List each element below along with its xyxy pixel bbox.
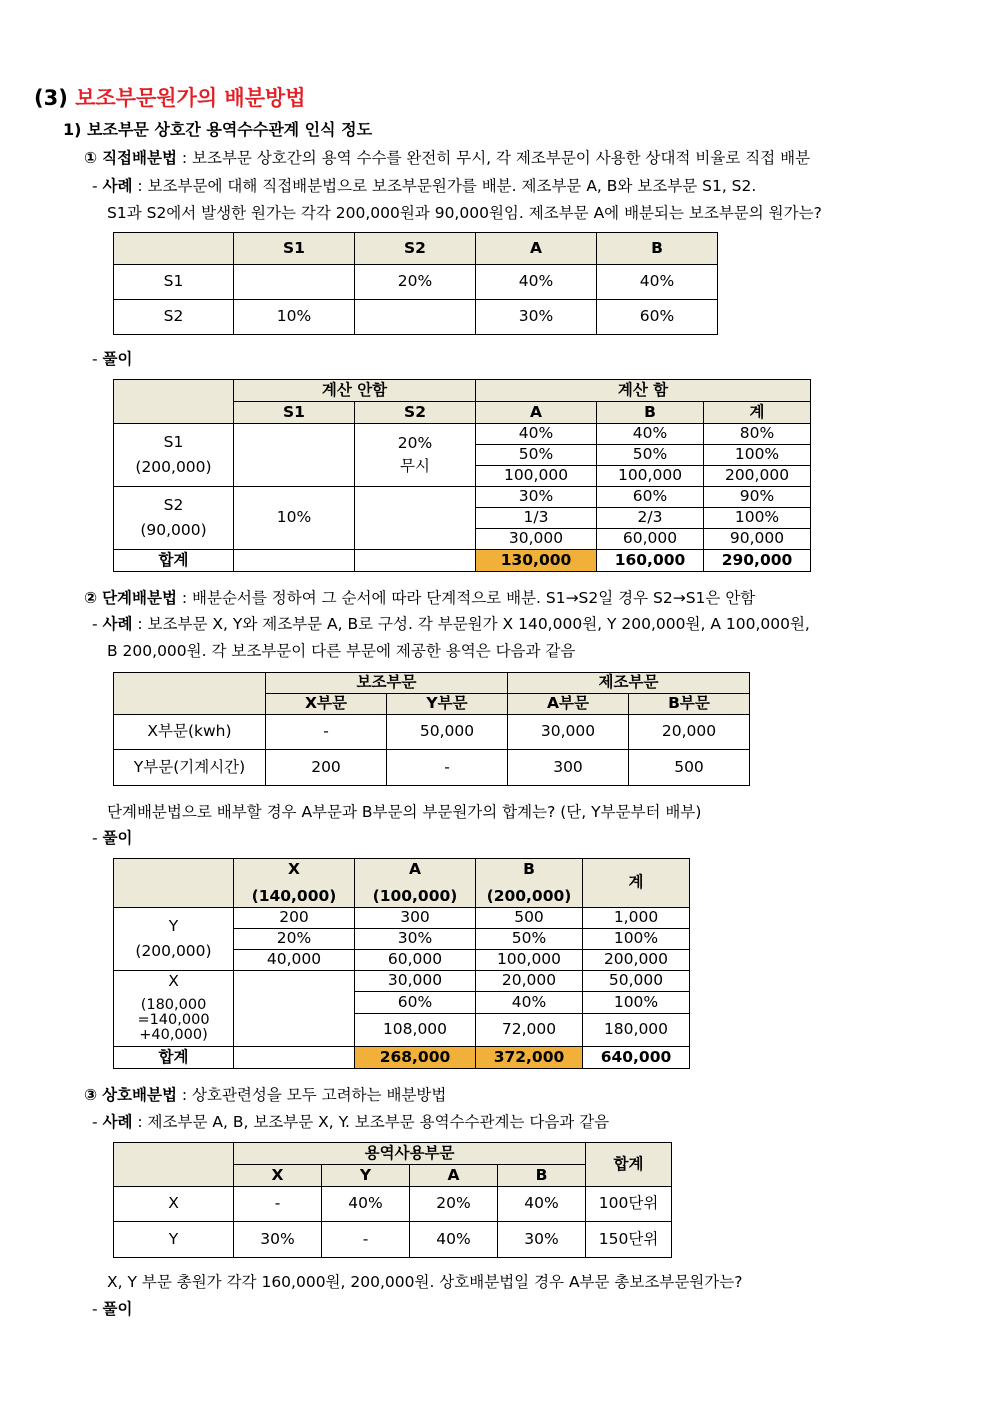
table-cell: - [266, 715, 387, 750]
total-label: 합계 [114, 1047, 234, 1069]
table-cell: 40% [498, 1187, 586, 1222]
method1-case-label: 사례 [102, 177, 133, 195]
table-cell: 100,000 [476, 466, 597, 487]
table-cell: 200 [266, 750, 387, 786]
group-header: 계산 함 [476, 380, 811, 402]
table-cell: 72,000 [476, 1014, 583, 1047]
method3-question: X, Y 부문 총원가 각각 160,000원, 200,000원. 상호배분법일 경우 A부문 총보조부문원가는? [107, 1273, 743, 1291]
solution-label: 풀이 [102, 1300, 133, 1318]
header-cell: S1 [234, 233, 355, 265]
header-line: X [288, 859, 300, 878]
table-cell [355, 300, 476, 335]
table-cell: 20% [234, 929, 355, 950]
table-cell: 50% [597, 445, 704, 466]
header-line: B [523, 859, 535, 878]
table-cell: 40% [476, 265, 597, 300]
method1-desc: : 보조부문 상호간의 용역 수수를 완전히 무시, 각 제조부문이 사용한 상대적 비율로 직접 배분 [176, 149, 811, 167]
header-cell: 합계 [586, 1143, 672, 1187]
table-cell: 2/3 [597, 508, 704, 529]
row-label: Y [114, 1222, 234, 1258]
method3-case-line1 [92, 1110, 609, 1132]
table-cell: 100,000 [476, 950, 583, 971]
table-cell: 300 [355, 908, 476, 929]
table-cell: 30,000 [355, 971, 476, 992]
subsection-heading [63, 117, 372, 140]
row-label: X부문(kwh) [114, 715, 266, 750]
section-title: 보조부문원가의 배분방법 [75, 86, 306, 110]
method3-title: 상호배분법 [102, 1086, 177, 1104]
table-cell: S1 [114, 265, 234, 300]
method3-line [84, 1083, 446, 1105]
section-number: (3) [34, 86, 68, 110]
section-heading [34, 82, 306, 112]
table-cell: 60% [597, 487, 704, 508]
header-cell [234, 859, 355, 908]
method2-title: 단계배분법 [102, 589, 177, 607]
table-cell: 180,000 [583, 1014, 690, 1047]
row-amount: (180,000 [140, 997, 207, 1014]
dash: - [92, 1113, 98, 1131]
table-cell: S2 [114, 300, 234, 335]
table-cell: 50,000 [387, 715, 508, 750]
method2-case-line1 [92, 612, 810, 634]
table-cell: 60,000 [597, 529, 704, 550]
table-cell: 100% [583, 992, 690, 1014]
header-cell [114, 859, 234, 908]
table-cell: 30% [234, 1222, 322, 1258]
method3-number: ③ [84, 1086, 98, 1104]
table-cell: 30% [476, 487, 597, 508]
total-cell: 640,000 [583, 1047, 690, 1069]
table-cell: 60% [597, 300, 718, 335]
solution-label: 풀이 [102, 350, 133, 368]
table-cell: 40% [597, 424, 704, 445]
highlight-total: 268,000 [355, 1047, 476, 1069]
table-cell: 90,000 [704, 529, 811, 550]
header-line: (200,000) [486, 887, 572, 905]
table-cell: - [234, 1187, 322, 1222]
method1-line [84, 146, 810, 168]
cell-line: 무시 [400, 457, 430, 475]
table-cell: 20% [410, 1187, 498, 1222]
row-amount: (200,000) [135, 458, 212, 476]
group-header: 보조부문 [266, 673, 508, 694]
table-cell: 1,000 [583, 908, 690, 929]
row-amount: (200,000) [135, 942, 212, 960]
method2-table [113, 672, 750, 786]
header-cell: Y부문 [387, 694, 508, 715]
header-cell: B [498, 1165, 586, 1187]
table-cell: 50% [476, 445, 597, 466]
table-cell: 40% [476, 424, 597, 445]
row-amount: (90,000) [140, 521, 207, 539]
header-cell: 계 [583, 859, 690, 908]
header-cell: 계 [704, 402, 811, 424]
header-cell: Y [322, 1165, 410, 1187]
table-cell: 500 [476, 908, 583, 929]
dash: - [92, 615, 98, 633]
table-cell [234, 550, 355, 572]
table-cell: 500 [629, 750, 750, 786]
method3-table [113, 1142, 672, 1258]
total-cell: 160,000 [597, 550, 704, 572]
group-header: 계산 안함 [234, 380, 476, 402]
table-cell: 20,000 [629, 715, 750, 750]
header-line: (140,000) [251, 887, 337, 905]
table-cell: 200,000 [583, 950, 690, 971]
row-name: Y [168, 916, 179, 935]
table-cell: 40% [322, 1187, 410, 1222]
row-label: X [114, 1187, 234, 1222]
header-cell [114, 673, 266, 715]
table-cell [234, 424, 355, 487]
table-cell [355, 487, 476, 550]
header-cell [114, 380, 234, 424]
method1-case-text1: : 보조부문에 대해 직접배분법으로 보조부문원가를 배분. 제조부문 A, B와 보조부문 S1, S2. [132, 177, 757, 195]
table-cell: 200,000 [704, 466, 811, 487]
method2-case-text1: : 보조부문 X, Y와 제조부문 A, B로 구성. 각 부문원가 X 140,000원, Y 200,000원, A 100,000원, [132, 615, 810, 633]
method1-title: 직접배분법 [102, 149, 177, 167]
table-cell: 100% [704, 508, 811, 529]
table-cell: - [322, 1222, 410, 1258]
row-amount: =140,000 [137, 1012, 210, 1029]
method2-line [84, 586, 755, 608]
header-cell: A [410, 1165, 498, 1187]
header-cell: B [597, 402, 704, 424]
method2-question: 단계배분법으로 배부할 경우 A부문과 B부문의 부문원가의 합계는? (단, Y부문부터 배부) [107, 803, 702, 821]
header-cell: B부문 [629, 694, 750, 715]
method2-case-line2: B 200,000원. 각 보조부문이 다른 부문에 제공한 용역은 다음과 같음 [107, 642, 576, 660]
header-cell: A [476, 233, 597, 265]
table-cell [234, 971, 355, 1047]
table-cell: 30,000 [476, 529, 597, 550]
row-name: S2 [163, 495, 184, 514]
table-cell: 300 [508, 750, 629, 786]
method3-desc: : 상호관련성을 모두 고려하는 배분방법 [176, 1086, 447, 1104]
method2-solution-label [92, 826, 132, 848]
table-cell: 40,000 [234, 950, 355, 971]
row-name: X [168, 972, 179, 990]
header-cell: S2 [355, 233, 476, 265]
header-cell: A [476, 402, 597, 424]
highlight-total: 372,000 [476, 1047, 583, 1069]
method2-desc: : 배분순서를 정하여 그 순서에 따라 단계적으로 배분. S1→S2일 경우 S2→S1은 안함 [176, 589, 756, 607]
table-cell: 80% [704, 424, 811, 445]
row-label [114, 908, 234, 971]
subsection-title: 보조부문 상호간 용역수수관계 인식 정도 [87, 120, 373, 139]
table-cell [234, 1047, 355, 1069]
table-cell: 20% [355, 265, 476, 300]
table-cell [355, 424, 476, 487]
table-cell [234, 265, 355, 300]
total-cell: 290,000 [704, 550, 811, 572]
dash: - [92, 1300, 98, 1318]
dash: - [92, 829, 98, 847]
table-cell: 1/3 [476, 508, 597, 529]
table-cell: 50% [476, 929, 583, 950]
method2-case-label: 사례 [102, 615, 133, 633]
total-label: 합계 [114, 550, 234, 572]
method1-number: ① [84, 149, 98, 167]
cell-line: 20% [397, 433, 433, 452]
table-cell: 40% [410, 1222, 498, 1258]
method3-solution-label [92, 1297, 132, 1319]
method2-number: ② [84, 589, 98, 607]
header-cell: X부문 [266, 694, 387, 715]
dash: - [92, 350, 98, 368]
row-label [114, 424, 234, 487]
table-cell: 60% [355, 992, 476, 1014]
method1-case-line2: S1과 S2에서 발생한 원가는 각각 200,000원과 90,000원임. 제조부문 A에 배분되는 보조부문의 원가는? [107, 204, 822, 222]
dash: - [92, 177, 98, 195]
table-cell: 10% [234, 487, 355, 550]
table-cell: 100% [583, 929, 690, 950]
row-label: Y부문(기계시간) [114, 750, 266, 786]
group-header: 용역사용부문 [234, 1143, 586, 1165]
method1-table [113, 232, 718, 335]
table-cell: 100,000 [597, 466, 704, 487]
table-cell: 50,000 [583, 971, 690, 992]
header-cell [114, 233, 234, 265]
header-cell [114, 1143, 234, 1187]
table-cell: 40% [597, 265, 718, 300]
row-amount: +40,000) [139, 1027, 208, 1044]
table-cell: 30% [476, 300, 597, 335]
table-cell: 30,000 [508, 715, 629, 750]
header-cell [355, 859, 476, 908]
table-cell: 100% [704, 445, 811, 466]
table-cell: 30% [498, 1222, 586, 1258]
table-cell: 108,000 [355, 1014, 476, 1047]
solution-label: 풀이 [102, 829, 133, 847]
table-cell: - [387, 750, 508, 786]
row-name: S1 [163, 432, 184, 451]
method1-solution-table [113, 379, 811, 572]
header-cell: S1 [234, 402, 355, 424]
table-cell: 20,000 [476, 971, 583, 992]
row-label [114, 487, 234, 550]
method1-solution-label [92, 347, 132, 369]
method2-solution-table [113, 858, 690, 1069]
table-cell [355, 550, 476, 572]
table-cell: 30% [355, 929, 476, 950]
table-cell: 100단위 [586, 1187, 672, 1222]
header-cell: B [597, 233, 718, 265]
table-cell: 90% [704, 487, 811, 508]
table-cell: 10% [234, 300, 355, 335]
row-label [114, 971, 234, 1047]
header-line: (100,000) [372, 887, 458, 905]
header-cell: A부문 [508, 694, 629, 715]
header-cell [476, 859, 583, 908]
table-cell: 200 [234, 908, 355, 929]
table-cell: 60,000 [355, 950, 476, 971]
header-line: A [409, 859, 421, 878]
table-cell: 150단위 [586, 1222, 672, 1258]
method3-case-text1: : 제조부문 A, B, 보조부문 X, Y. 보조부문 용역수수관계는 다음과 같음 [132, 1113, 610, 1131]
method1-case-line1 [92, 174, 756, 196]
subsection-number: 1) [63, 120, 82, 139]
highlight-total: 130,000 [476, 550, 597, 572]
header-cell: X [234, 1165, 322, 1187]
group-header: 제조부문 [508, 673, 750, 694]
method3-case-label: 사례 [102, 1113, 133, 1131]
header-cell: S2 [355, 402, 476, 424]
table-cell: 40% [476, 992, 583, 1014]
